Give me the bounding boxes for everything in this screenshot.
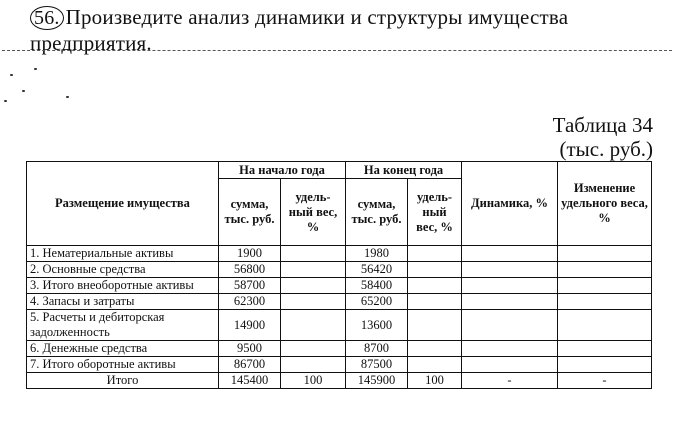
start-sum-cell: 14900 — [219, 310, 281, 341]
row-name: 4. Запасы и затраты — [27, 294, 219, 310]
header-end-sum: сумма, тыс. руб. — [346, 179, 408, 246]
end-share-cell — [408, 294, 462, 310]
header-dynamics: Динамика, % — [462, 162, 558, 246]
task-number: 56. — [30, 6, 64, 30]
end-share-cell — [408, 262, 462, 278]
start-sum-cell: 56800 — [219, 262, 281, 278]
share-change-cell — [558, 341, 652, 357]
task-text: Произведите анализ динамики и структуры имущества предприятия. — [30, 5, 569, 55]
share-change-cell — [558, 357, 652, 373]
start-share-cell — [281, 278, 346, 294]
header-share-change: Изменение удельного веса, % — [558, 162, 652, 246]
end-share-cell — [408, 246, 462, 262]
row-name: 1. Нематериальные активы — [27, 246, 219, 262]
start-share-cell — [281, 341, 346, 357]
start-sum-cell: 62300 — [219, 294, 281, 310]
start-share-cell — [281, 294, 346, 310]
dynamics-cell — [462, 310, 558, 341]
dynamics-cell — [462, 262, 558, 278]
share-change-cell — [558, 278, 652, 294]
row-name: 6. Денежные средства — [27, 341, 219, 357]
header-start-sum: сумма, тыс. руб. — [219, 179, 281, 246]
dynamics-cell: - — [462, 373, 558, 389]
share-change-cell — [558, 310, 652, 341]
end-sum-cell: 145900 — [346, 373, 408, 389]
table-row — [27, 294, 652, 310]
table-row — [27, 357, 652, 373]
property-table — [26, 161, 652, 389]
end-sum-cell: 58400 — [346, 278, 408, 294]
end-sum-cell: 13600 — [346, 310, 408, 341]
dynamics-cell — [462, 294, 558, 310]
dynamics-cell — [462, 246, 558, 262]
share-change-cell — [558, 246, 652, 262]
dynamics-cell — [462, 278, 558, 294]
start-share-cell — [281, 357, 346, 373]
start-sum-cell: 9500 — [219, 341, 281, 357]
end-sum-cell: 1980 — [346, 246, 408, 262]
end-sum-cell: 65200 — [346, 294, 408, 310]
total-row — [27, 373, 652, 389]
end-sum-cell: 56420 — [346, 262, 408, 278]
dynamics-cell — [462, 341, 558, 357]
table-caption — [553, 113, 653, 161]
start-share-cell — [281, 310, 346, 341]
end-sum-cell: 8700 — [346, 341, 408, 357]
end-share-cell — [408, 310, 462, 341]
dynamics-cell — [462, 357, 558, 373]
row-name: 5. Расчеты и дебиторская задолженность — [27, 310, 219, 341]
header-placement: Размещение имущества — [27, 162, 219, 246]
torn-edge-line — [2, 50, 672, 51]
table-row — [27, 278, 652, 294]
row-name: 3. Итого внеоборотные активы — [27, 278, 219, 294]
start-share-cell: 100 — [281, 373, 346, 389]
row-name: 2. Основные средства — [27, 262, 219, 278]
share-change-cell: - — [558, 373, 652, 389]
table-row — [27, 341, 652, 357]
header-end-share: удель-ный вес, % — [408, 179, 462, 246]
task-statement — [30, 4, 670, 56]
start-sum-cell: 86700 — [219, 357, 281, 373]
table-row — [27, 262, 652, 278]
start-sum-cell: 58700 — [219, 278, 281, 294]
row-name: 7. Итого оборотные активы — [27, 357, 219, 373]
end-share-cell — [408, 341, 462, 357]
start-sum-cell: 145400 — [219, 373, 281, 389]
share-change-cell — [558, 294, 652, 310]
table-units: (тыс. руб.) — [559, 137, 653, 161]
header-end-year: На конец года — [346, 162, 462, 179]
end-share-cell: 100 — [408, 373, 462, 389]
header-start-year: На начало года — [219, 162, 346, 179]
end-share-cell — [408, 278, 462, 294]
start-share-cell — [281, 246, 346, 262]
start-sum-cell: 1900 — [219, 246, 281, 262]
row-name: Итого — [27, 373, 219, 389]
share-change-cell — [558, 262, 652, 278]
start-share-cell — [281, 262, 346, 278]
table-row — [27, 246, 652, 262]
table-label: Таблица 34 — [552, 113, 653, 137]
table-row — [27, 310, 652, 341]
end-share-cell — [408, 357, 462, 373]
header-start-share: удель-ный вес, % — [281, 179, 346, 246]
end-sum-cell: 87500 — [346, 357, 408, 373]
